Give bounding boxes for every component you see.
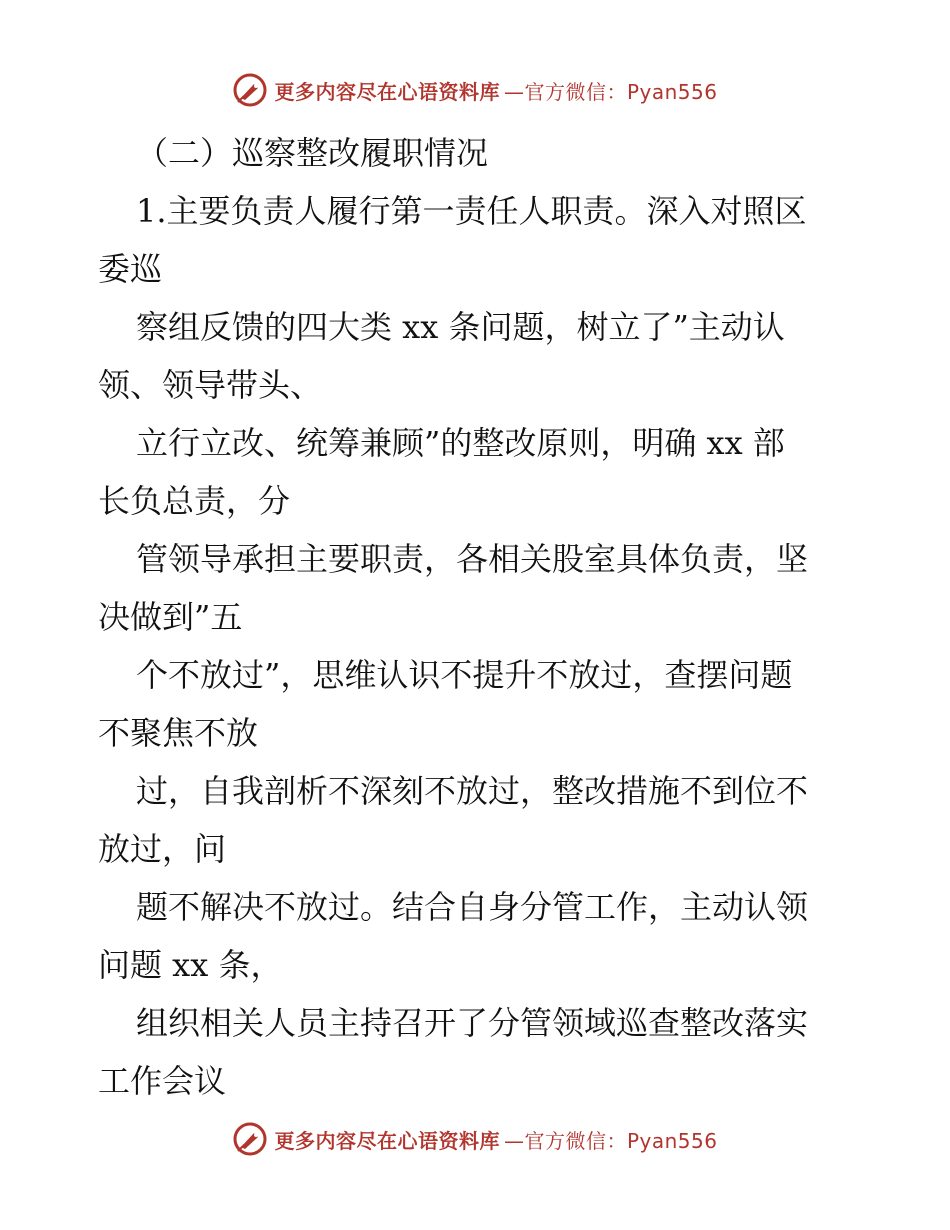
paragraph-line: 管领导承担主要职责，各相关股室具体负责，坚 bbox=[136, 540, 809, 578]
paragraph-line: 问题 xx 条， bbox=[98, 946, 283, 984]
footer-banner bbox=[0, 1119, 950, 1159]
banner-library-text: 更多内容尽在心语资料库 bbox=[274, 79, 500, 104]
paragraph-line: 题不解决不放过。结合自身分管工作，主动认领 bbox=[136, 888, 809, 926]
paragraph-line: 立行立改、统筹兼顾”的整改原则，明确 xx 部 bbox=[136, 424, 785, 462]
paragraph-line: 组织相关人员主持召开了分管领域巡查整改落实 bbox=[136, 1004, 809, 1042]
paragraph-line: 个不放过”，思维认识不提升不放过，查摆问题 bbox=[136, 656, 793, 694]
paragraph-line: 长负总责，分 bbox=[98, 482, 291, 520]
paragraph-line: 工作会议 bbox=[98, 1062, 227, 1100]
header-banner bbox=[0, 70, 950, 110]
paragraph-line: 过，自我剖析不深刻不放过，整改措施不到位不 bbox=[136, 772, 809, 810]
banner-library-text: 更多内容尽在心语资料库 bbox=[274, 1128, 500, 1153]
pen-nib-logo-icon bbox=[232, 1121, 268, 1157]
paragraph-line: 领、领导带头、 bbox=[98, 366, 323, 404]
paragraph-line: 放过，问 bbox=[98, 830, 227, 868]
section-heading: （二）巡察整改履职情况 bbox=[136, 134, 489, 172]
banner-contact-text: —官方微信：Pyan556 bbox=[503, 79, 718, 104]
paragraph-line: 决做到”五 bbox=[98, 598, 243, 636]
pen-nib-logo-icon bbox=[232, 72, 268, 108]
paragraph-line: 不聚焦不放 bbox=[98, 714, 259, 752]
banner-contact-text: —官方微信：Pyan556 bbox=[503, 1128, 718, 1153]
document-body bbox=[98, 124, 858, 1110]
paragraph-line: 1.主要负责人履行第一责任人职责。深入对照区 bbox=[136, 192, 807, 230]
paragraph-line: 委巡 bbox=[98, 250, 163, 288]
paragraph-line: 察组反馈的四大类 xx 条问题，树立了”主动认 bbox=[136, 308, 785, 346]
